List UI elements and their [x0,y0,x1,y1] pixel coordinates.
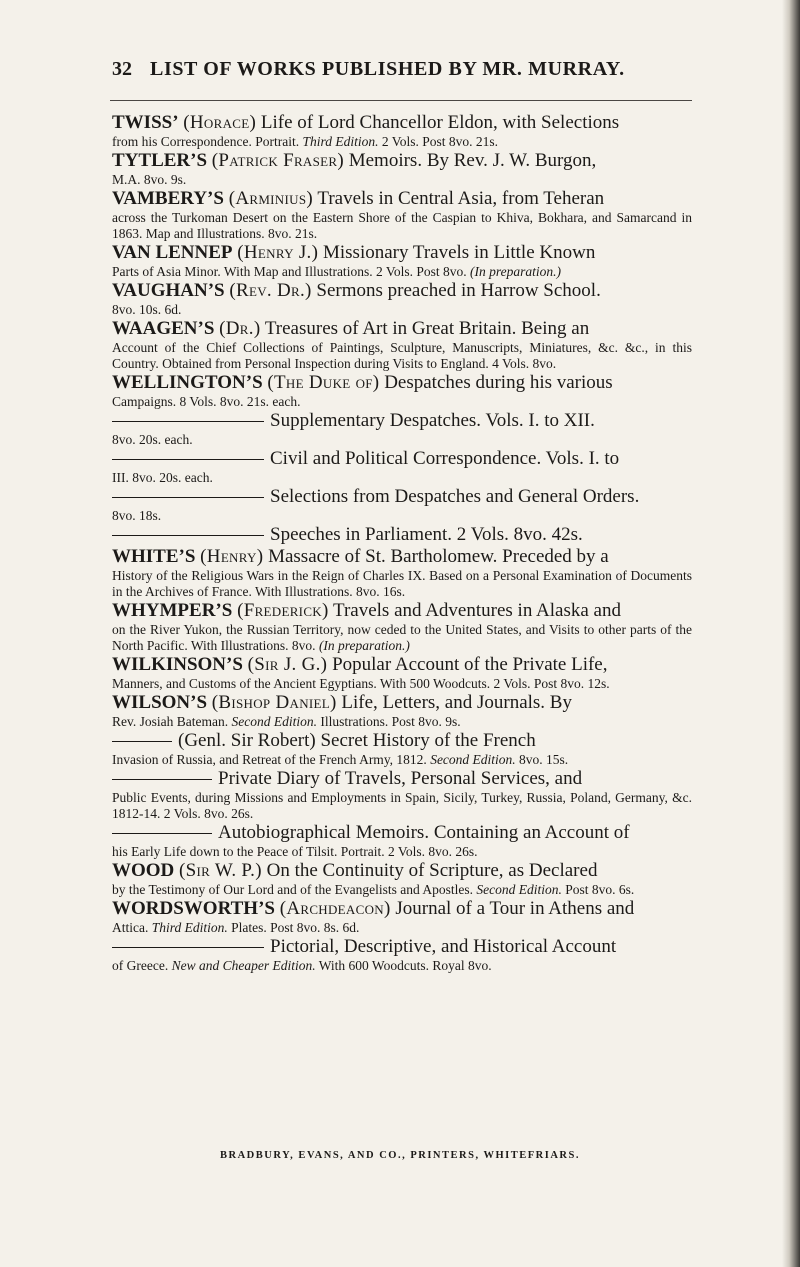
entry-detail-text: on the River Yukon, the Russian Territory, now ceded to the United States, and Visits to other parts of the North Pacific. With Illustrations. 8vo. [112,622,692,653]
entry-detail [112,790,692,822]
entry-detail [112,920,692,936]
entry-heading [112,242,692,264]
catalogue-entry [112,898,692,936]
catalogue-entry [112,486,692,524]
entry-heading [112,654,692,676]
entry-author: VAN LENNEP [112,242,233,263]
entry-detail-text: 8vo. 10s. 6d. [112,302,182,317]
entry-detail-end: Plates. Post 8vo. 8s. 6d. [227,920,360,935]
entry-detail [112,882,692,898]
entry-detail [112,264,692,280]
entry-author: VAMBERY’S [112,188,224,209]
entry-detail-text: Attica. [112,920,152,935]
entry-detail [112,844,692,860]
entry-heading [112,318,692,340]
entry-detail-end: 2 Vols. Post 8vo. 21s. [378,134,499,149]
catalogue-entry [112,936,692,974]
entry-author: VAUGHAN’S [112,280,225,301]
page-number: 32 [112,58,132,80]
entry-edition: (In preparation.) [318,638,410,653]
entry-title: On the Continuity of Scripture, as Declared [261,860,598,881]
entry-detail-end: Illustrations. Post 8vo. 9s. [316,714,461,729]
entry-detail-text: History of the Religious Wars in the Reign of Charles IX. Based on a Personal Examination of Documents in the Archives of France. With Illustrations. 8vo. 16s. [112,568,692,599]
entry-edition: Second Edition. [476,882,562,897]
entry-author: WILKINSON’S [112,654,243,675]
entry-author-name: (Arminius) [228,188,313,209]
entry-heading [112,898,692,920]
ditto-dash [112,459,264,460]
entry-heading [112,486,692,508]
entry-author-name: (Sir J. G.) [247,654,328,675]
entry-detail [112,134,692,150]
catalogue-entry [112,692,692,730]
catalogue-entry [112,372,692,410]
entry-heading [112,546,692,568]
entry-title: Private Diary of Travels, Personal Services, and [218,768,583,789]
catalogue-entry [112,280,692,318]
entry-title: (Genl. Sir Robert) Secret History of the French [178,730,536,751]
entry-title: Supplementary Despatches. Vols. I. to XII. [270,410,595,431]
catalogue-entry [112,860,692,898]
catalogue-entry [112,318,692,372]
entry-edition: Third Edition. [302,134,379,149]
entry-title: Travels and Adventures in Alaska and [328,600,621,621]
catalogue-entry [112,600,692,654]
entry-title: Journal of a Tour in Athens and [390,898,635,919]
entry-detail [112,394,692,410]
entry-author: WAAGEN’S [112,318,215,339]
entry-author: WELLINGTON’S [112,372,263,393]
entry-detail-text: from his Correspondence. Portrait. [112,134,303,149]
entry-detail [112,340,692,372]
entry-title: Despatches during his various [379,372,613,393]
entry-detail-text: 8vo. 18s. [112,508,162,523]
entry-author: WHITE’S [112,546,196,567]
entry-detail-end: Post 8vo. 6s. [561,882,635,897]
ditto-dash [112,833,212,834]
entry-author-name: (Bishop Daniel) [211,692,337,713]
entry-author: WORDSWORTH’S [112,898,275,919]
entry-heading [112,692,692,714]
entry-detail-text: III. 8vo. 20s. each. [112,470,213,485]
entry-detail-text: by the Testimony of Our Lord and of the Evangelists and Apostles. [112,882,477,897]
catalogue-entry [112,410,692,448]
entry-detail [112,210,692,242]
entry-heading [112,150,692,172]
entry-detail-text: Parts of Asia Minor. With Map and Illustrations. 2 Vols. Post 8vo. [112,264,470,279]
entry-detail [112,622,692,654]
entry-detail [112,752,692,768]
entry-detail [112,676,692,692]
ditto-dash [112,779,212,780]
book-listing [112,112,692,974]
entry-detail-text: Rev. Josiah Bateman. [112,714,232,729]
entry-author-name: (Rev. Dr.) [229,280,312,301]
catalogue-entry [112,150,692,188]
entry-author-name: (Sir W. P.) [179,860,262,881]
entry-detail [112,568,692,600]
ditto-dash [112,741,172,742]
entry-heading [112,280,692,302]
entry-author-name: (Archdeacon) [279,898,391,919]
entry-title: Civil and Political Correspondence. Vols. I. to [270,448,620,469]
entry-author: TWISS’ [112,112,179,133]
entry-detail-text: Account of the Chief Collections of Paintings, Sculpture, Manuscripts, Miniatures, &c. &c., in this Country. Obtained from Personal Inspection during Visits to England. 4 Vols. 8vo. [112,340,692,371]
running-header [112,58,682,81]
entry-detail-text: M.A. 8vo. 9s. [112,172,187,187]
entry-author-name: (Frederick) [237,600,329,621]
catalogue-entry [112,112,692,150]
entry-detail-end: 8vo. 15s. [515,752,569,767]
entry-detail [112,508,692,524]
entry-title: Sermons preached in Harrow School. [311,280,601,301]
catalogue-entry [112,654,692,692]
entry-detail-end: With 600 Woodcuts. Royal 8vo. [315,958,492,973]
entry-detail-text: Invasion of Russia, and Retreat of the French Army, 1812. [112,752,431,767]
entry-title: Massacre of St. Bartholomew. Preceded by a [263,546,609,567]
entry-title: Travels in Central Asia, from Teheran [312,188,605,209]
entry-edition: New and Cheaper Edition. [171,958,316,973]
catalogue-entry [112,242,692,280]
entry-edition: Second Edition. [231,714,317,729]
entry-title: Autobiographical Memoirs. Containing an Account of [218,822,630,843]
entry-author: WILSON’S [112,692,208,713]
entry-title: Life, Letters, and Journals. By [336,692,572,713]
entry-author-name: (The Duke of) [267,372,380,393]
catalogue-entry [112,448,692,486]
entry-heading [112,822,692,844]
entry-author: TYTLER’S [112,150,208,171]
catalogue-entry [112,188,692,242]
entry-title: Missionary Travels in Little Known [318,242,596,263]
catalogue-entry [112,768,692,822]
entry-author: WOOD [112,860,175,881]
entry-detail-text: Public Events, during Missions and Employments in Spain, Sicily, Turkey, Russia, Poland, Germany, &c. 1812-14. 2 Vols. 8vo. 26s. [112,790,692,821]
entry-title: Life of Lord Chancellor Eldon, with Selections [256,112,620,133]
entry-edition: (In preparation.) [469,264,561,279]
entry-heading [112,372,692,394]
entry-author-name: (Henry) [200,546,264,567]
header-rule [110,100,692,101]
ditto-dash [112,497,264,498]
entry-title: Memoirs. By Rev. J. W. Burgon, [343,150,597,171]
catalogue-entry [112,730,692,768]
entry-heading [112,112,692,134]
ditto-dash [112,535,264,536]
entry-detail [112,714,692,730]
entry-author-name: (Patrick Fraser) [211,150,344,171]
catalogue-entry [112,822,692,860]
entry-detail [112,958,692,974]
entry-heading [112,860,692,882]
catalogue-entry [112,524,692,546]
entry-detail-text: his Early Life down to the Peace of Tilsit. Portrait. 2 Vols. 8vo. 26s. [112,844,478,859]
printer-imprint: BRADBURY, EVANS, AND CO., PRINTERS, WHITEFRIARS. [220,1150,580,1161]
entry-heading [112,768,692,790]
entry-detail [112,302,692,318]
entry-detail [112,470,692,486]
entry-detail-text: 8vo. 20s. each. [112,432,193,447]
entry-detail-text: Manners, and Customs of the Ancient Egyptians. With 500 Woodcuts. 2 Vols. Post 8vo. 12s. [112,676,610,691]
entry-author-name: (Dr.) [219,318,261,339]
catalogue-entry [112,546,692,600]
entry-heading [112,936,692,958]
entry-title: Speeches in Parliament. 2 Vols. 8vo. 42s. [270,524,583,545]
entry-heading [112,410,692,432]
page-title: LIST OF WORKS PUBLISHED BY MR. MURRAY. [150,58,625,80]
entry-author: WHYMPER’S [112,600,233,621]
entry-detail-text: of Greece. [112,958,172,973]
entry-author-name: (Horace) [183,112,257,133]
entry-edition: Second Edition. [430,752,516,767]
entry-heading [112,188,692,210]
page-edge-shadow [782,0,800,1267]
ditto-dash [112,421,264,422]
entry-detail-text: Campaigns. 8 Vols. 8vo. 21s. each. [112,394,301,409]
ditto-dash [112,947,264,948]
entry-heading [112,730,692,752]
entry-edition: Third Edition. [151,920,228,935]
entry-title: Popular Account of the Private Life, [327,654,608,675]
entry-heading [112,600,692,622]
entry-author-name: (Henry J.) [237,242,319,263]
entry-detail [112,432,692,448]
entry-title: Selections from Despatches and General Orders. [270,486,640,507]
entry-heading [112,448,692,470]
entry-heading [112,524,692,546]
entry-title: Pictorial, Descriptive, and Historical Account [270,936,617,957]
entry-detail [112,172,692,188]
entry-title: Treasures of Art in Great Britain. Being an [260,318,590,339]
entry-detail-text: across the Turkoman Desert on the Eastern Shore of the Caspian to Khiva, Bokhara, and Samarcand in 1863. Map and Illustrations. 8vo. 21s. [112,210,692,241]
